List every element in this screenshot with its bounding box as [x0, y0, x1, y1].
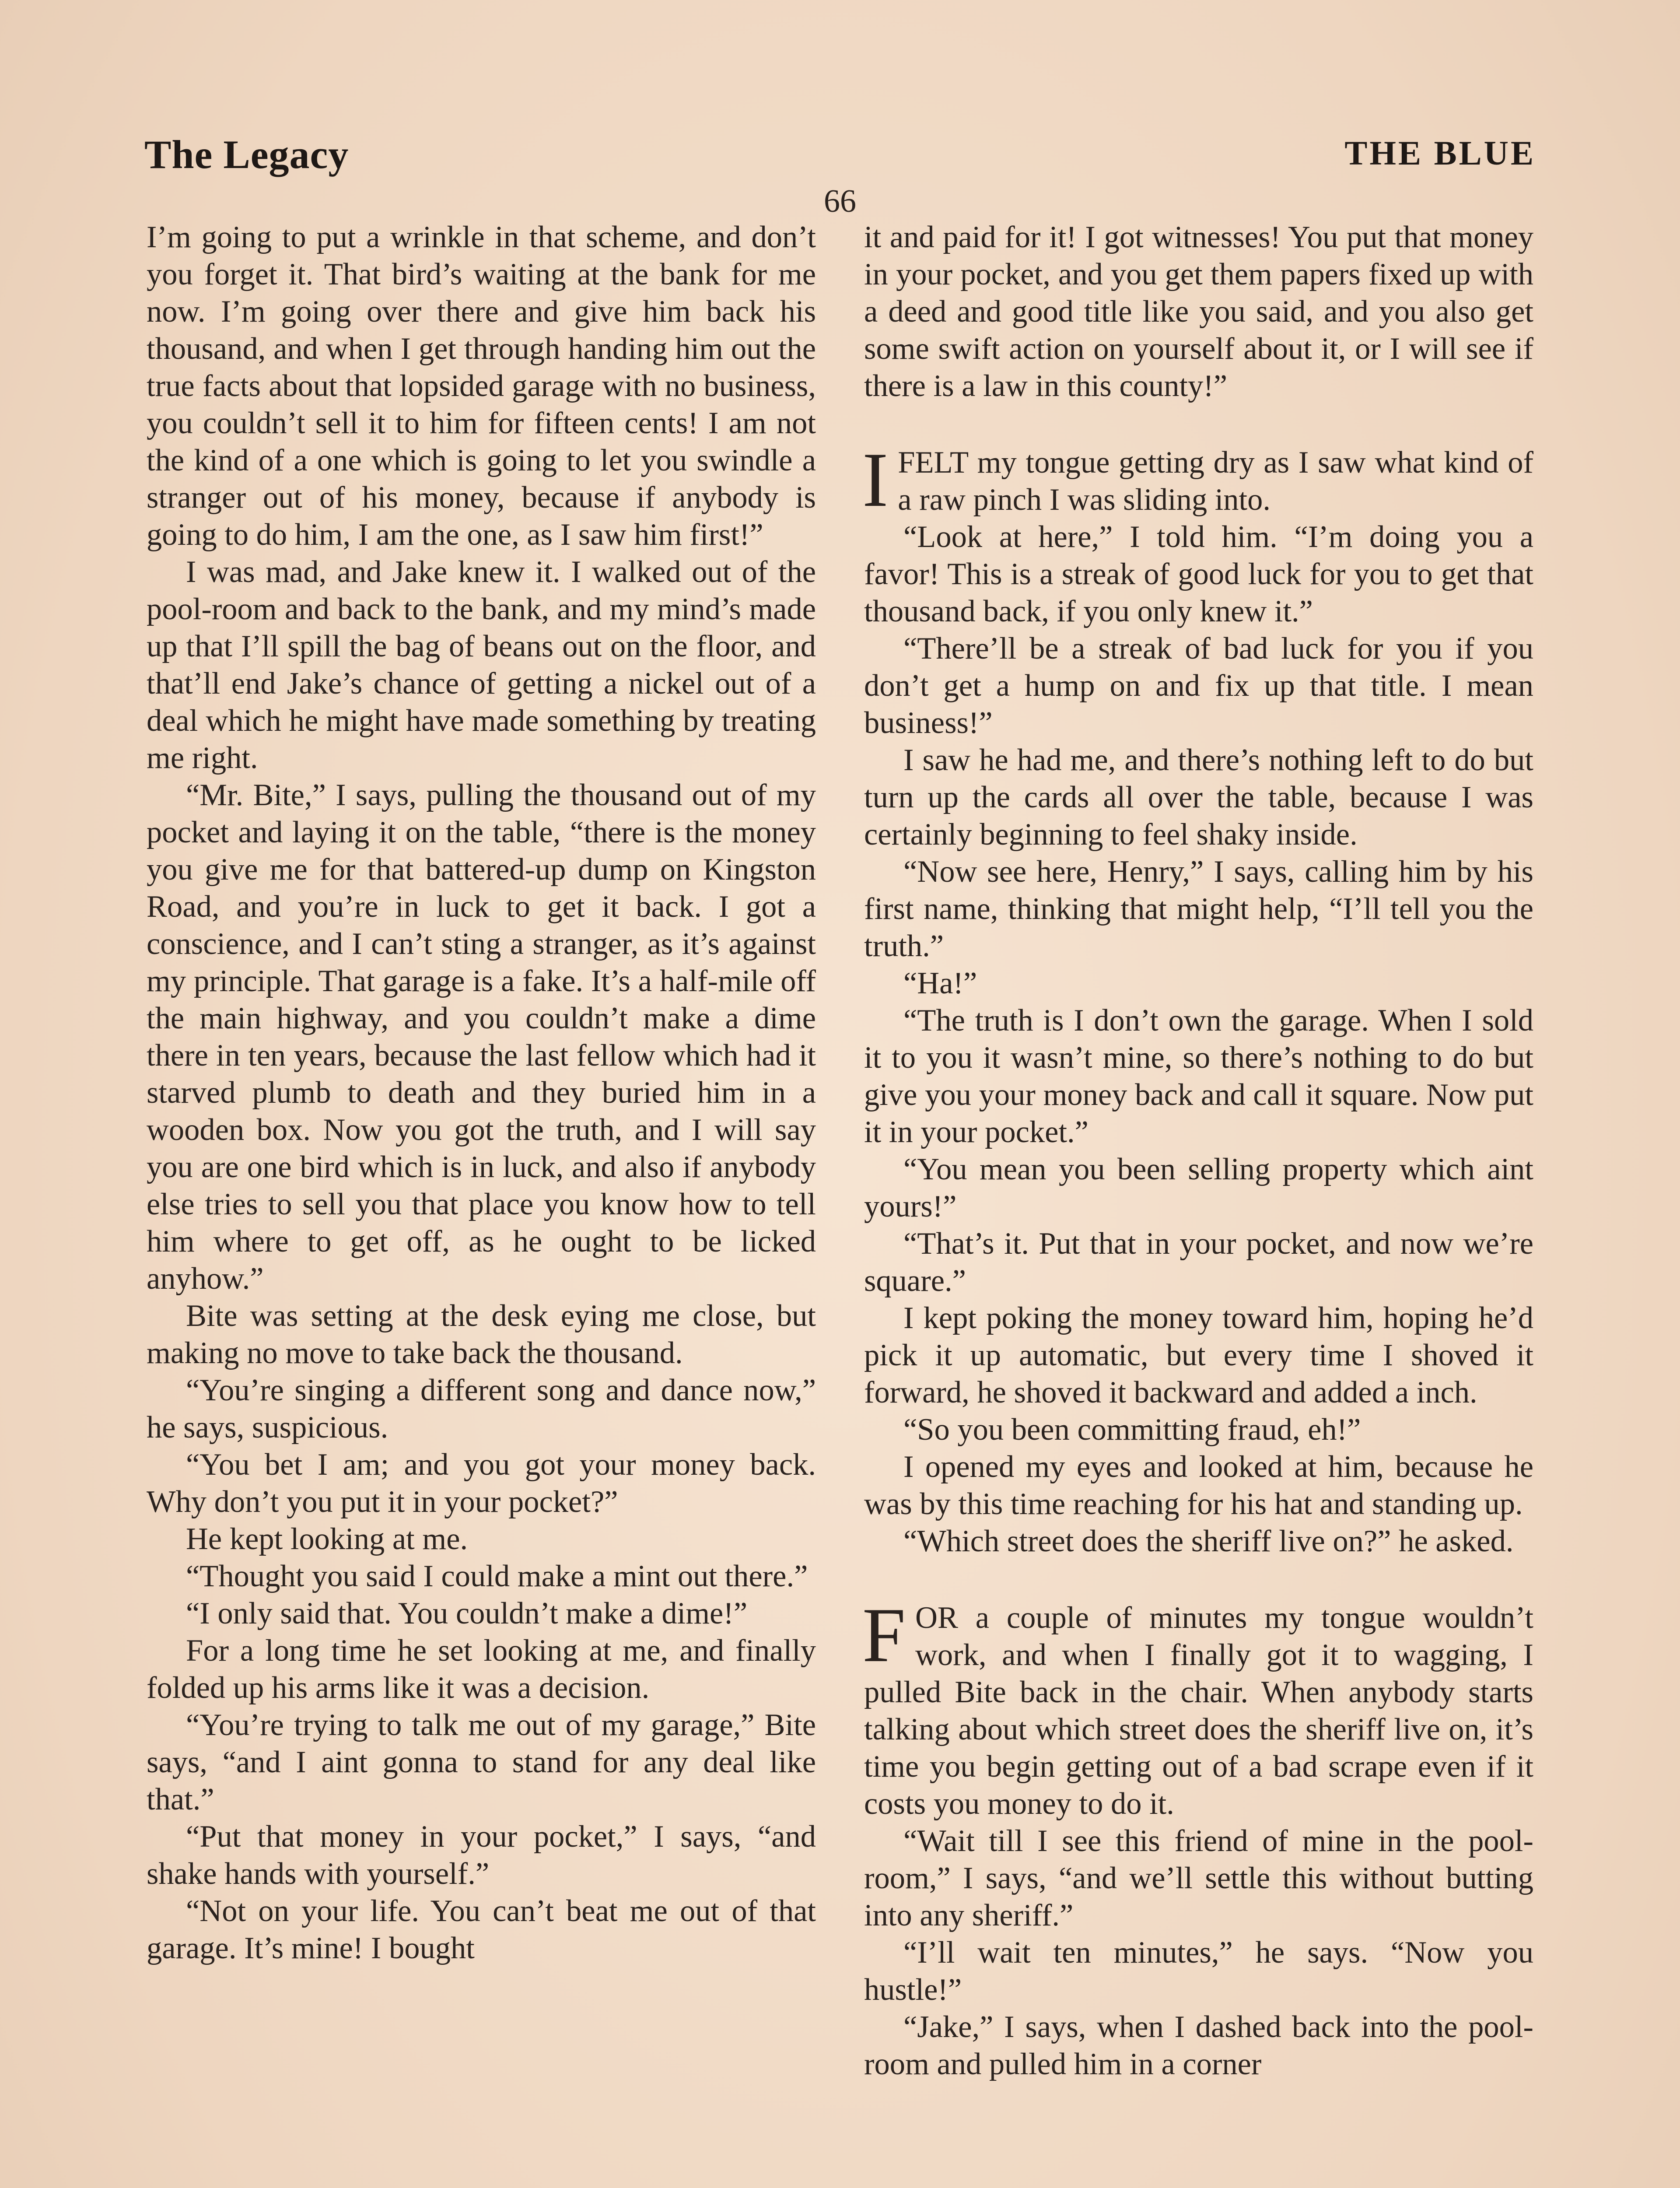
- paragraph: For a long time he set looking at me, and finally folded up his arms like it was a decision.: [147, 1634, 816, 1705]
- paragraph: “The truth is I don’t own the garage. When I sold it to you it wasn’t mine, so there’s nothing to do but give you your money back and call it square. Now put it in your pocket.”: [864, 1003, 1533, 1149]
- paragraph: “I’ll wait ten minutes,” he says. “Now you hustle!”: [864, 1936, 1533, 2007]
- paragraph: “Look at here,” I told him. “I’m doing you a favor! This is a streak of good luck for you to get that thousand back, if you only knew it.”: [864, 520, 1533, 628]
- paragraph: “Put that money in your pocket,” I says, “and shake hands with yourself.”: [147, 1820, 816, 1891]
- paragraph: “Jake,” I says, when I dashed back into the pool-room and pulled him in a corner: [864, 2010, 1533, 2081]
- paragraph: I’m going to put a wrinkle in that scheme, and don’t you forget it. That bird’s waiting at the bank for me now. I’m going over there and give him back his thousand, and when I get through handing him out the true facts about that lopsided garage with no business, you couldn’t sell it to him for fifteen cents! I am not the kind of a one which is going to let you swindle a stranger out of his money, because if anybody is going to do him, I am the one, as I saw him first!”: [147, 220, 816, 552]
- paragraph-text: OR a couple of minutes my tongue wouldn’t work, and when I finally got it to wagging, I pulled Bite back in the chair. When anybody starts talking about which street does the sheriff live on, it’s time you begin getting out of a bad scrape even if it costs you money to do it.: [864, 1601, 1533, 1821]
- paragraph: “Wait till I see this friend of mine in the pool-room,” I says, “and we’ll settle this without butting into any sheriff.”: [864, 1824, 1533, 1932]
- section-opening-paragraph: [862, 436, 1533, 523]
- paragraph: I opened my eyes and looked at him, because he was by this time reaching for his hat and standing up.: [864, 1450, 1533, 1521]
- paragraph: it and paid for it! I got witnesses! You put that money in your pocket, and you get them papers fixed up with a deed and good title like you said, and you also get some swift action on yourself about it, or I will see if there is a law in this county!”: [864, 220, 1533, 403]
- section-opening-paragraph: [862, 1592, 1533, 1823]
- paragraph: I was mad, and Jake knew it. I walked out of the pool-room and back to the bank, and my mind’s made up that I’ll spill the bag of beans out on the floor, and that’ll end Jake’s chance of getting a nickel out of a deal which he might have made something by treating me right.: [147, 555, 816, 775]
- paragraph: “Ha!”: [903, 966, 977, 1000]
- drop-cap: I: [862, 436, 889, 523]
- paragraph: “You bet I am; and you got your money back. Why don’t you put it in your pocket?”: [147, 1448, 816, 1519]
- running-title-left: The Legacy: [144, 132, 349, 177]
- paragraph: “I only said that. You couldn’t make a dime!”: [186, 1596, 748, 1630]
- text-column-right: [864, 219, 1533, 2083]
- paragraph-text: FELT my tongue getting dry as I saw what kind of a raw pinch I was sliding into.: [898, 445, 1533, 517]
- paragraph: I saw he had me, and there’s nothing left to do but turn up the cards all over the table, because I was certainly beginning to feel shaky inside.: [864, 743, 1533, 852]
- paragraph: “There’ll be a streak of bad luck for you if you don’t get a hump on and fix up that title. I mean business!”: [864, 631, 1533, 740]
- paragraph: I kept poking the money toward him, hoping he’d pick it up automatic, but every time I shoved it forward, he shoved it backward and added a inch.: [864, 1301, 1533, 1410]
- page-number: 66: [824, 183, 856, 219]
- paragraph: “You’re singing a different song and dance now,” he says, suspicious.: [147, 1373, 816, 1445]
- paragraph: He kept looking at me.: [186, 1522, 468, 1556]
- paragraph: Bite was setting at the desk eying me close, but making no move to take back the thousand.: [147, 1299, 816, 1370]
- paragraph: “Thought you said I could make a mint out there.”: [186, 1559, 808, 1593]
- paragraph: “You mean you been selling property which aint yours!”: [864, 1152, 1533, 1224]
- paragraph: “Which street does the sheriff live on?” he asked.: [903, 1524, 1514, 1558]
- drop-cap: F: [862, 1592, 906, 1678]
- paragraph: “Not on your life. You can’t beat me out of that garage. It’s mine! I bought: [147, 1894, 816, 1965]
- paragraph: “Now see here, Henry,” I says, calling him by his first name, thinking that might help, “I’ll tell you the truth.”: [864, 855, 1533, 963]
- paragraph: “You’re trying to talk me out of my garage,” Bite says, “and I aint gonna to stand for any deal like that.”: [147, 1708, 816, 1816]
- paragraph: “Mr. Bite,” I says, pulling the thousand out of my pocket and laying it on the table, “there is the money you give me for that battered-up dump on Kingston Road, and you’re in luck to get it back. I got a conscience, and I can’t sting a stranger, as it’s against my principle. That garage is a fake. It’s a half-mile off the main highway, and you couldn’t make a dime there in ten years, because the last fellow which had it starved plumb to death and they buried him in a wooden box. Now you got the truth, and I will say you are one bird which is in luck, and also if anybody else tries to sell you that place you know how to tell him where to get off, as he ought to be licked anyhow.”: [147, 778, 816, 1296]
- paragraph: “So you been committing fraud, eh!”: [903, 1413, 1361, 1447]
- running-title-right: THE BLUE: [1344, 134, 1536, 172]
- text-column-left: [147, 219, 816, 1967]
- paragraph: “That’s it. Put that in your pocket, and now we’re square.”: [864, 1227, 1533, 1298]
